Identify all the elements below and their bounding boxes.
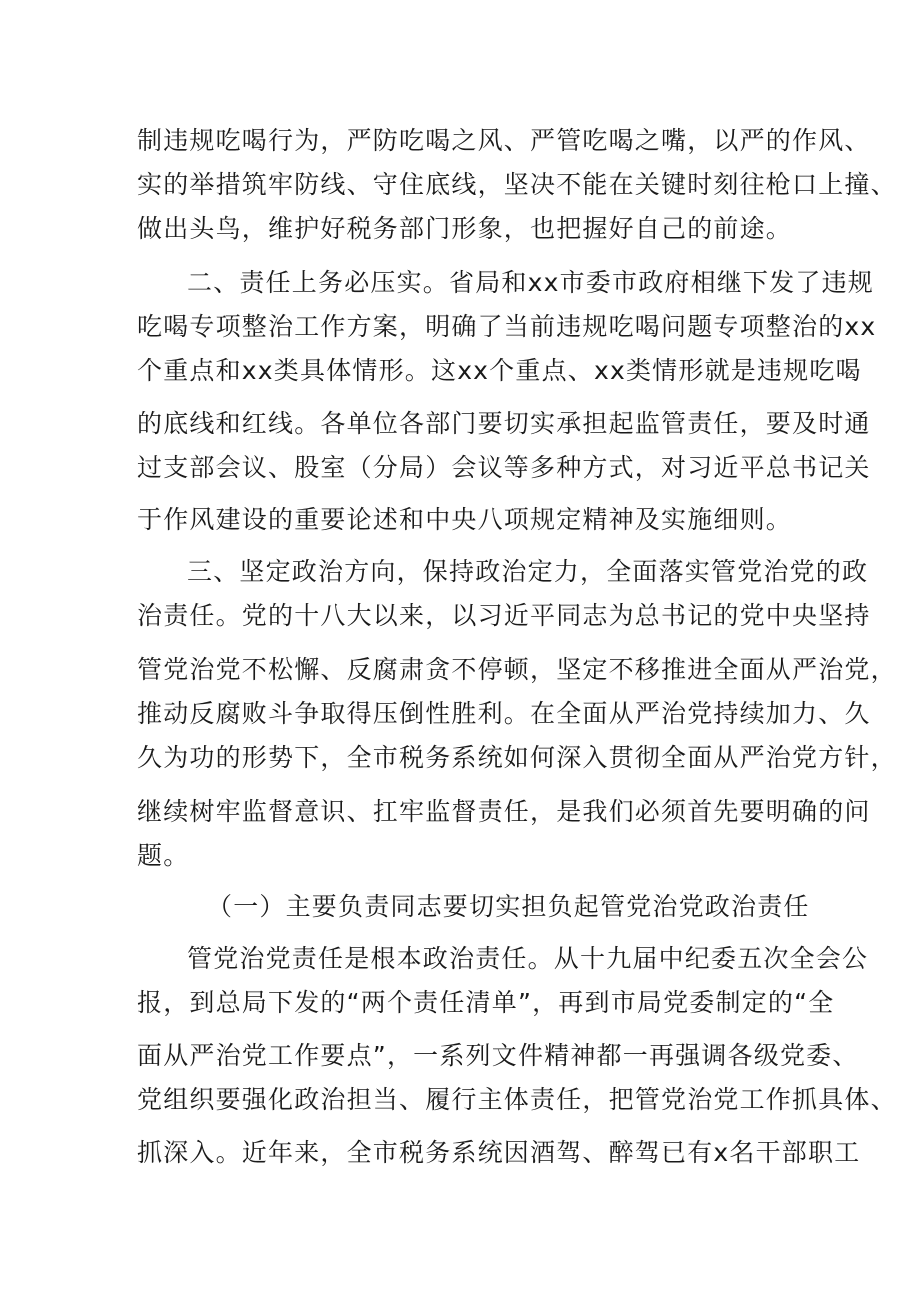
- section-two-line: 二、责任上务必压实。省局和xx市委市政府相继下发了违规: [187, 268, 874, 297]
- paragraph-line: 吃喝专项整治工作方案，明确了当前违规吃喝问题专项整治的xx: [137, 312, 877, 341]
- paragraph-line: 过支部会议、股室（分局）会议等多种方式，对习近平总书记关: [137, 453, 871, 482]
- paragraph-line: 抓深入。近年来，全市税务系统因酒驾、醉驾已有x名干部职工: [137, 1138, 861, 1167]
- paragraph-line: 个重点和xx类具体情形。这xx个重点、xx类情形就是违规吃喝: [137, 356, 862, 385]
- paragraph-line: 题。: [137, 841, 190, 870]
- paragraph-line: 党组织要强化政治担当、履行主体责任，把管党治党工作抓具体、: [137, 1085, 897, 1114]
- paragraph-line: 制违规吃喝行为，严防吃喝之风、严管吃喝之嘴，以严的作风、: [137, 126, 871, 155]
- subsection-heading: （一）主要负责同志要切实担负起管党治党政治责任: [207, 892, 810, 921]
- paragraph-line: 于作风建设的重要论述和中央八项规定精神及实施细则。: [137, 505, 793, 534]
- paragraph-line: 继续树牢监督意识、扛牢监督责任，是我们必须首先要明确的问: [137, 797, 871, 826]
- section-three-line: 三、坚定政治方向，保持政治定力，全面落实管党治党的政: [187, 557, 869, 586]
- paragraph-line: 治责任。党的十八大以来，以习近平同志为总书记的党中央坚持: [137, 601, 871, 630]
- paragraph-line: 的底线和红线。各单位各部门要切实承担起监管责任，要及时通: [137, 409, 871, 438]
- paragraph-line: 实的举措筑牢防线、守住底线，坚决不能在关键时刻往枪口上撞、: [137, 170, 897, 199]
- paragraph-line: 管党治党不松懈、反腐肃贪不停顿，坚定不移推进全面从严治党，: [137, 655, 897, 684]
- paragraph-line: 报，到总局下发的“两个责任清单”，再到市局党委制定的“全: [137, 988, 835, 1017]
- paragraph-line: 久为功的形势下，全市税务系统如何深入贯彻全面从严治党方针，: [137, 743, 897, 772]
- paragraph-line: 做出头鸟，维护好税务部门形象，也把握好自己的前途。: [137, 214, 793, 243]
- paragraph-line: 管党治党责任是根本政治责任。从十九届中纪委五次全会公: [187, 944, 869, 973]
- paragraph-line: 面从严治党工作要点”，一系列文件精神都一再强调各级党委、: [137, 1041, 859, 1070]
- paragraph-line: 推动反腐败斗争取得压倒性胜利。在全面从严治党持续加力、久: [137, 699, 871, 728]
